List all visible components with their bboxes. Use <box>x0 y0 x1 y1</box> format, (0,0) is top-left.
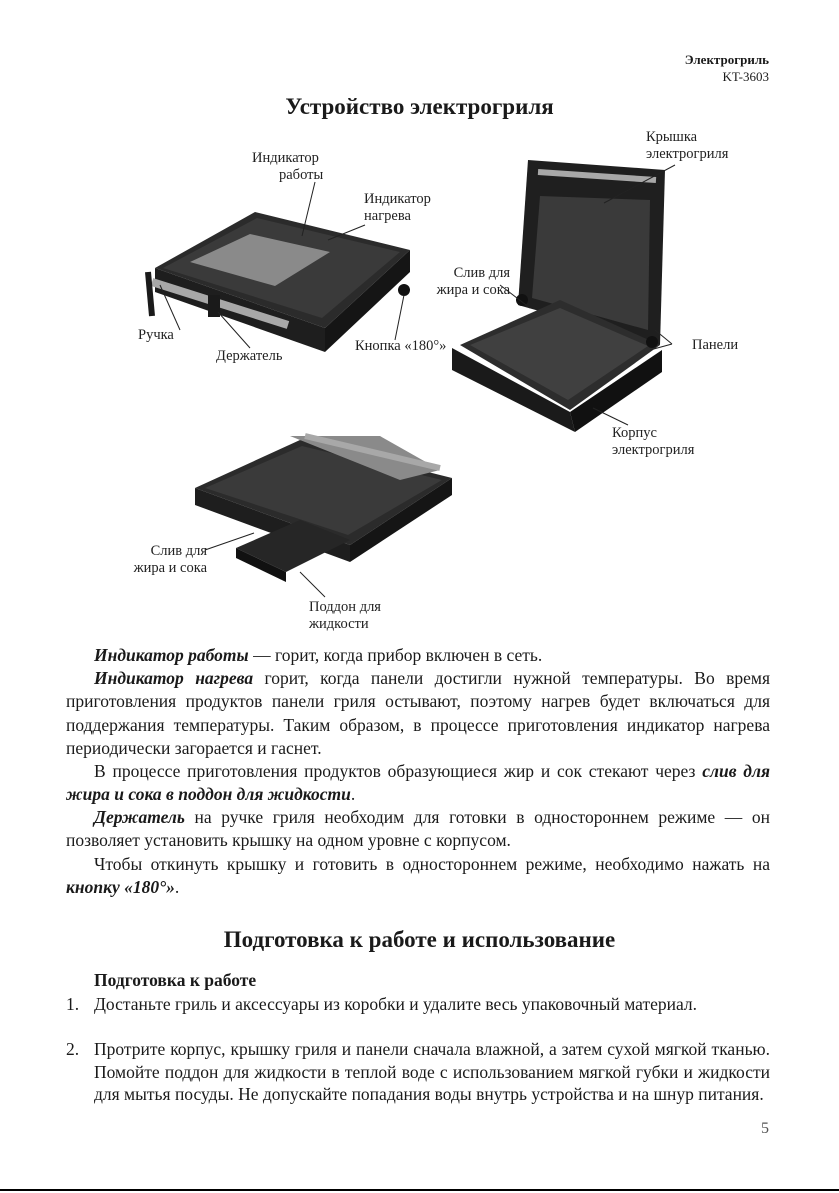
term-button180: кнопку «180°» <box>66 877 175 898</box>
list-item <box>66 993 770 1016</box>
term-heat-indicator: Индикатор нагрева <box>94 668 254 688</box>
list-number: 1. <box>66 994 80 1014</box>
header-model: KT-3603 <box>722 69 769 84</box>
term-holder: Держатель <box>94 807 185 827</box>
subsection-title: Подготовка к работе <box>94 970 257 990</box>
grill-tray-image <box>195 436 452 582</box>
label-heat-indicator: Индикатор нагрева <box>364 191 431 224</box>
device-title: Устройство электрогриля <box>285 94 554 119</box>
term-drain: слив для жира и сока в поддон для жидкости <box>66 761 770 805</box>
term-work-indicator: Индикатор работы <box>94 645 249 665</box>
list-item <box>66 1038 770 1106</box>
label-tray: Поддон для жидкости <box>309 599 381 632</box>
label-panels: Панели <box>692 337 739 353</box>
grill-closed-image <box>148 212 410 352</box>
page-number: 5 <box>761 1120 769 1137</box>
paragraph-drain: В процессе приготовления продуктов образующиеся жир и сок стекают через слив для жира и сока в поддон для жидкости. <box>66 761 770 805</box>
section-title: Подготовка к работе и использование <box>223 927 616 952</box>
header-product: Электрогриль <box>684 52 769 67</box>
list-number: 2. <box>66 1039 80 1059</box>
label-work-indicator: Индикатор работы <box>252 150 324 183</box>
paragraph-heat-indicator: Индикатор нагрева горит, когда панели достигли нужной температуры. Во время приготовления продуктов панели гриля остывают, поэтому нагрев будет включаться для поддержания температуры. Таким образом, в процессе приготовления индикатор нагрева периодически загорается и гаснет. <box>66 668 770 758</box>
list-text: Протрите корпус, крышку гриля и панели сначала влажной, а затем сухой мягкой тканью. Помойте поддон для жидкости в теплой воде с использованием мягкой губки и жидкости для мытья посуды. Не допускайте попадания воды внутрь устройства и на шнур питания. <box>94 1039 770 1104</box>
label-drain-top: Слив для жира и сока <box>436 265 510 298</box>
label-handle: Ручка <box>138 327 174 343</box>
label-lid: Крышка электрогриля <box>646 129 729 162</box>
paragraph-button180: Чтобы откинуть крышку и готовить в одностороннем режиме, необходимо нажать на кнопку «180°». <box>66 854 770 898</box>
label-body: Корпус электрогриля <box>612 425 695 458</box>
paragraph-holder: Держатель на ручке гриля необходим для готовки в одностороннем режиме — он позволяет установить крышку на одном уровне с корпусом. <box>66 807 770 851</box>
paragraph-work-indicator: Индикатор работы — горит, когда прибор включен в сеть. <box>94 645 543 665</box>
label-button180: Кнопка «180°» <box>355 338 447 354</box>
label-holder: Держатель <box>216 348 283 364</box>
bottom-rule <box>0 1189 839 1191</box>
label-drain-bottom: Слив для жира и сока <box>133 543 207 576</box>
list-text: Достаньте гриль и аксессуары из коробки и удалите весь упаковочный материал. <box>94 994 698 1014</box>
